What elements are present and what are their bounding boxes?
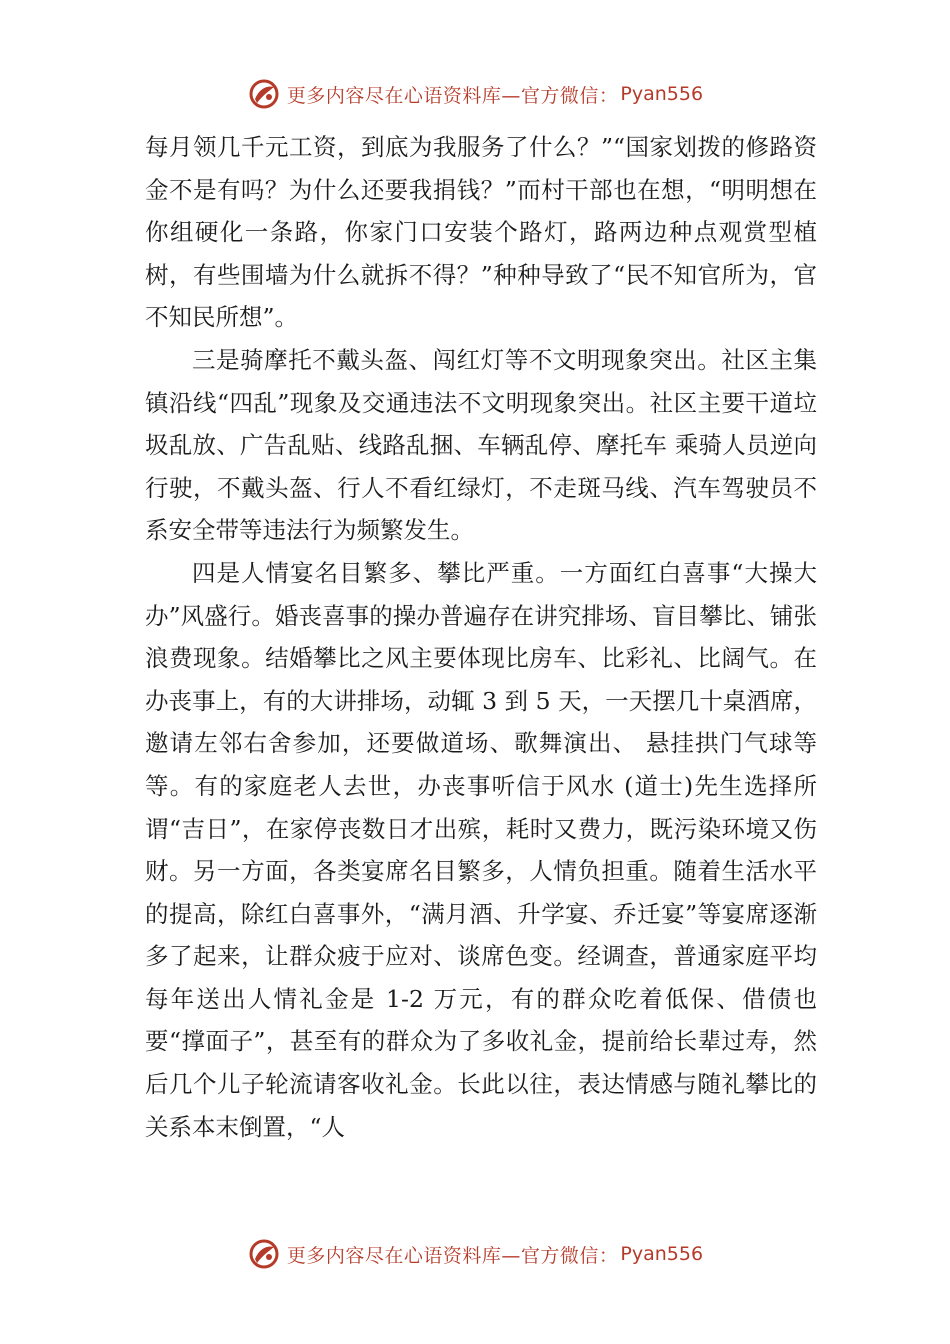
watermark-text: 更多内容尽在心语资料库—官方微信：	[286, 1244, 619, 1267]
red-ink-seal-logo-icon	[247, 1237, 281, 1271]
footer-watermark	[0, 1232, 950, 1276]
document-body	[145, 126, 817, 1148]
header-watermark	[0, 72, 950, 116]
watermark-text: 更多内容尽在心语资料库—官方微信：	[286, 84, 619, 107]
paragraph-third-point: 三是骑摩托不戴头盔、闯红灯等不文明现象突出。社区主集镇沿线“四乱”现象及交通违法不文明现象突出。社区主要干道垃圾乱放、广告乱贴、线路乱捆、车辆乱停、摩托车 乘骑人员逆向行驶，不戴头盔、行人不看红绿灯，不走斑马线、汽车驾驶员不系安全带等违法行为频繁发生。	[145, 345, 817, 545]
wechat-id: Pyan556	[620, 83, 704, 105]
red-ink-seal-logo-icon	[247, 77, 281, 111]
wechat-id: Pyan556	[620, 1243, 704, 1265]
paragraph-fourth-point: 四是人情宴名目繁多、攀比严重。一方面红白喜事“大操大办”风盛行。婚丧喜事的操办普遍存在讲究排场、盲目攀比、铺张浪费现象。结婚攀比之风主要体现比房车、比彩礼、比阔气。在办丧事上，有的大讲排场，动辄 3 到 5 天，一天摆几十桌酒席，邀请左邻右舍参加，还要做道场、歌舞演出、 悬挂拱门气球等等。有的家庭老人去世，办丧事听信于风水 (道士)先生选择所谓“吉日”，在家停丧数日才出殡，耗时又费力，既污染环境又伤财。另一方面，各类宴席名目繁多，人情负担重。随着生活水平的提高，除红白喜事外，“满月酒、升学宴、乔迁宴”等宴席逐渐多了起来，让群众疲于应对、谈席色变。经调查，普通家庭平均每年送出人情礼金是 1-2 万元，有的群众吃着低保、借债也要“撑面子”，甚至有的群众为了多收礼金，提前给长辈过寿，然后几个儿子轮流请客收礼金。长此以往，表达情感与随礼攀比的关系本末倒置，“人	[145, 558, 817, 1141]
paragraph-continuation: 每月领几千元工资，到底为我服务了什么？”“国家划拨的修路资金不是有吗？为什么还要我捐钱？”而村干部也在想，“明明想在你组硬化一条路，你家门口安装个路灯，路两边种点观赏型植树，有些围墙为什么就拆不得？”种种导致了“民不知官所为，官不知民所想”。	[145, 133, 817, 332]
